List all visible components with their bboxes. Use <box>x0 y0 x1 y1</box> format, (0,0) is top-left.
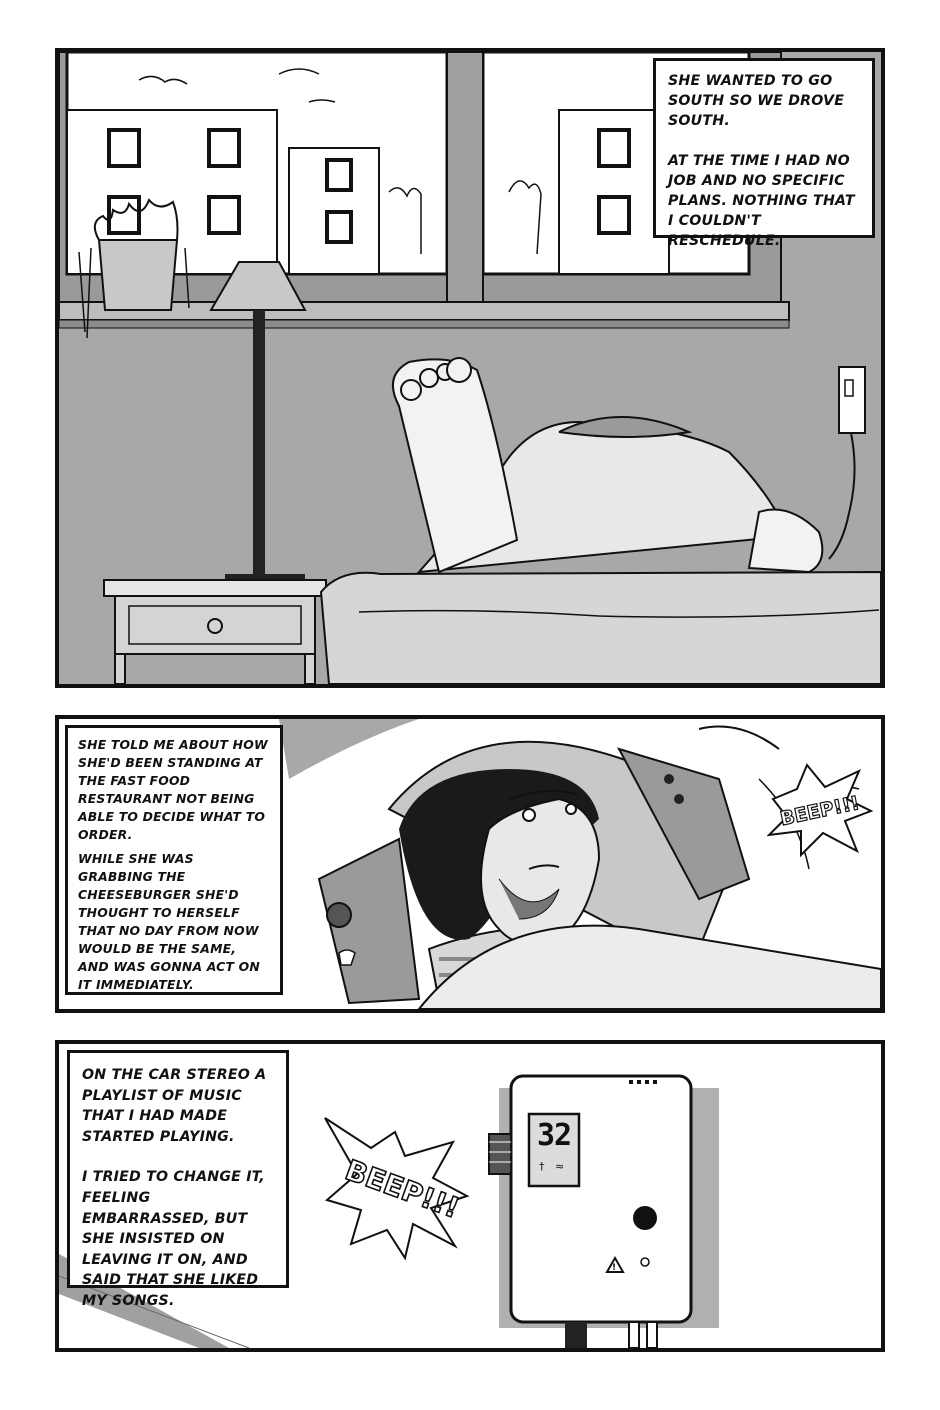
sound-effect-text: BEEP!!! <box>340 1153 464 1225</box>
panel-1 <box>55 48 885 688</box>
beep-sound-effect <box>767 759 873 859</box>
caption-box <box>653 58 875 249</box>
caption-box <box>67 1050 289 1309</box>
caption-paragraph: I TRIED TO CHANGE IT, FEELING EMBARRASSED, BUT SHE INSISTED ON LEAVING IT ON, AND SAID THAT SHE LIKED MY SONGS. <box>82 1169 265 1309</box>
caption-paragraph: SHE WANTED TO GO SOUTH SO WE DROVE SOUTH. <box>668 73 845 129</box>
caption-paragraph: ON THE CAR STEREO A PLAYLIST OF MUSIC THAT I HAD MADE STARTED PLAYING. <box>82 1067 267 1145</box>
panel-2 <box>55 715 885 1013</box>
svg-text:!: ! <box>612 1263 617 1273</box>
svg-text:≈: ≈ <box>555 1160 565 1173</box>
beep-sound-effect <box>321 1112 471 1262</box>
caption-box <box>65 725 283 995</box>
sound-effect-text: BEEP!!! <box>778 792 862 831</box>
caption-paragraph: SHE TOLD ME ABOUT HOW SHE'D BEEN STANDING AT THE FAST FOOD RESTAURANT NOT BEING ABLE TO DECIDE WHAT TO ORDER. <box>78 737 268 842</box>
caption-paragraph: AT THE TIME I HAD NO JOB AND NO SPECIFIC PLANS. NOTHING THAT I COULDN'T RESCHEDULE. <box>668 153 855 249</box>
panel-3 <box>55 1040 885 1352</box>
caption-paragraph: WHILE SHE WAS GRABBING THE CHEESEBURGER SHE'D THOUGHT TO HERSELF THAT NO DAY FROM NOW WOULD BE THE SAME, AND WAS GONNA ACT ON IT IMMEDIATELY. <box>78 851 260 992</box>
device-display-readout: 32 <box>536 1118 572 1153</box>
svg-text:†: † <box>539 1160 545 1173</box>
